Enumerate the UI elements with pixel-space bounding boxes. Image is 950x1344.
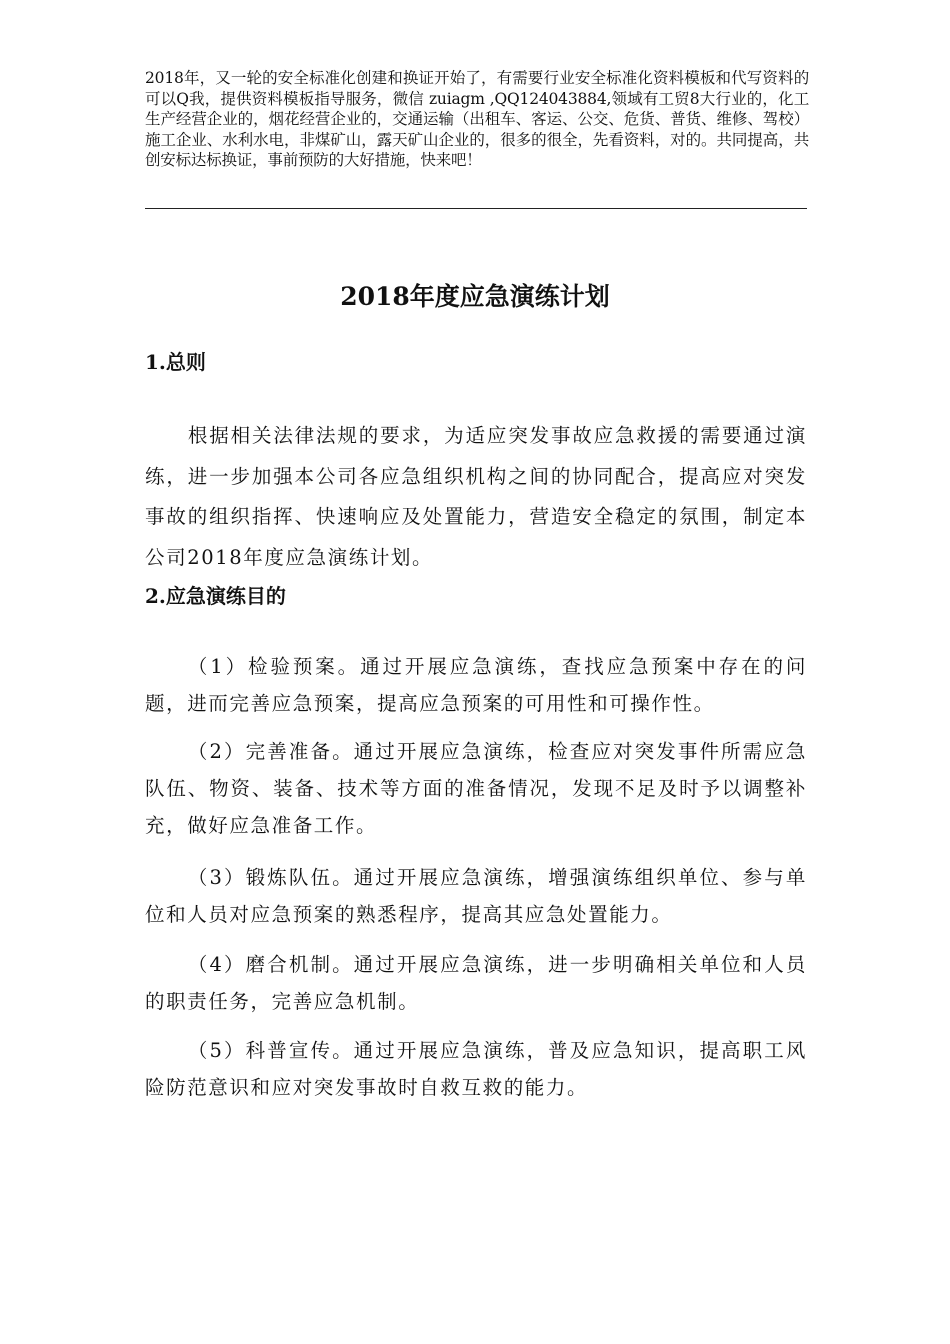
purpose-item-2: （2）完善准备。通过开展应急演练，检查应对突发事件所需应急队伍、物资、装备、技术等方面的准备情况，发现不足及时予以调整补充，做好应急准备工作。 bbox=[145, 740, 807, 837]
section-heading-general: 1.总则 bbox=[145, 350, 206, 374]
purpose-item-4: （4）磨合机制。通过开展应急演练，进一步明确相关单位和人员的职责任务，完善应急机制。 bbox=[145, 953, 807, 1013]
header-divider bbox=[145, 208, 807, 209]
document-title: 2018年度应急演练计划 bbox=[340, 282, 610, 311]
purpose-item-5: （5）科普宣传。通过开展应急演练，普及应急知识，提高职工风险防范意识和应对突发事故时自救互救的能力。 bbox=[145, 1039, 807, 1099]
header-note: 2018年，又一轮的安全标准化创建和换证开始了，有需要行业安全标准化资料模板和代写资料的可以Q我，提供资料模板指导服务，微信 zuiagm ,QQ124043884,领域有工贸8大行业的，化工生产经营企业的，烟花经营企业的，交通运输（出租车、客运、公交、危货、普货、维修、驾校）施工企业、水利水电，非煤矿山，露天矿山企业的，很多的很全，先看资料，对的。共同提高，共创安标达标换证，事前预防的大好措施，快来吧！ bbox=[145, 69, 809, 169]
purpose-item-3: （3）锻炼队伍。通过开展应急演练，增强演练组织单位、参与单位和人员对应急预案的熟悉程序，提高其应急处置能力。 bbox=[145, 866, 807, 926]
section-heading-purpose: 2.应急演练目的 bbox=[145, 584, 286, 608]
paragraph-general: 根据相关法律法规的要求，为适应突发事故应急救援的需要通过演练，进一步加强本公司各应急组织机构之间的协同配合，提高应对突发事故的组织指挥、快速响应及处置能力，营造安全稳定的氛围，制定本公司2018年度应急演练计划。 bbox=[145, 424, 807, 569]
purpose-item-1: （1）检验预案。通过开展应急演练，查找应急预案中存在的问题，进而完善应急预案，提高应急预案的可用性和可操作性。 bbox=[145, 655, 807, 715]
